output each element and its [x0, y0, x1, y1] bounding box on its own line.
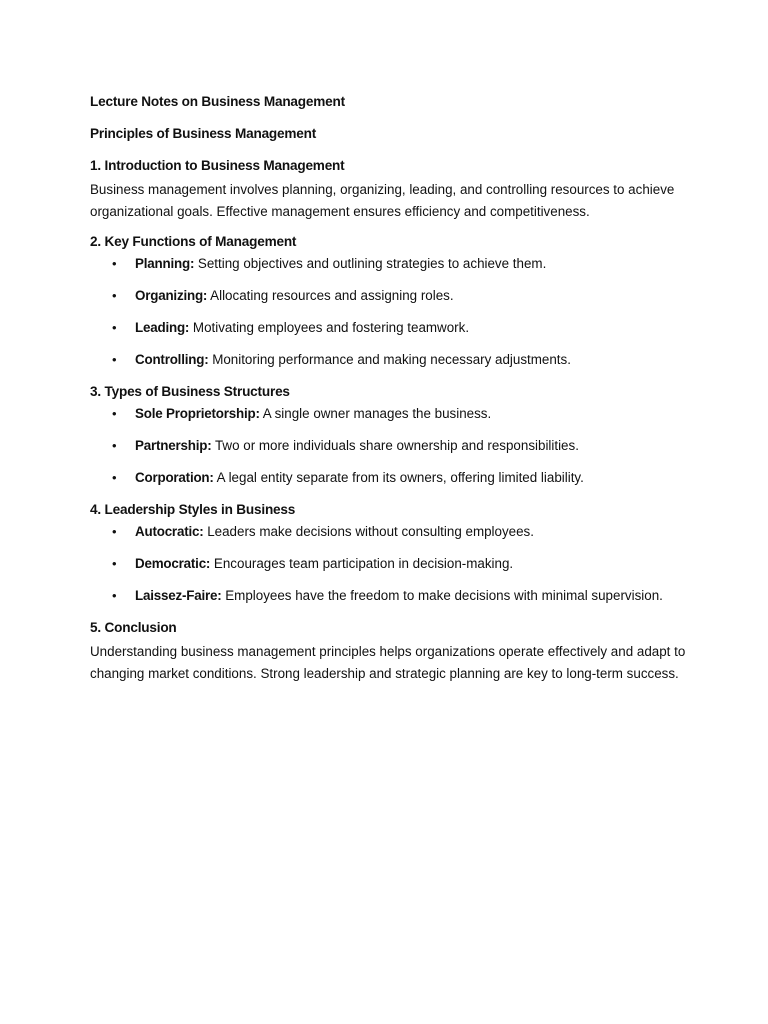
list-item — [90, 587, 690, 605]
section-conclusion — [90, 619, 690, 685]
list-item-text: Encourages team participation in decision-making. — [210, 556, 514, 571]
bullet-icon: • — [112, 438, 117, 453]
list-item — [90, 351, 690, 369]
section-leadership-styles — [90, 501, 690, 605]
section-heading: 4. Leadership Styles in Business — [90, 502, 296, 517]
list-item-term: Controlling: — [135, 352, 209, 367]
list-item-text: Two or more individuals share ownership and responsibilities. — [211, 438, 579, 453]
list-item — [90, 469, 690, 487]
section-paragraph: Understanding business management principles helps organizations operate effectively and adapt to changing market conditions. Strong leadership and strategic planning are key to long-term success. — [90, 644, 686, 681]
list-item — [90, 287, 690, 305]
list-item — [90, 255, 690, 273]
section-key-functions — [90, 233, 690, 369]
list-item-term: Corporation: — [135, 470, 214, 485]
list-item-term: Sole Proprietorship: — [135, 406, 260, 421]
list-item-text: Leaders make decisions without consulting employees. — [203, 524, 534, 539]
list-item-term: Laissez-Faire: — [135, 588, 222, 603]
list-item-text: Employees have the freedom to make decisions with minimal supervision. — [221, 588, 663, 603]
section-heading: 3. Types of Business Structures — [90, 384, 290, 399]
section-heading: 2. Key Functions of Management — [90, 234, 297, 249]
list-item-term: Organizing: — [135, 288, 208, 303]
section-heading: 5. Conclusion — [90, 620, 177, 635]
list-item-term: Planning: — [135, 256, 195, 271]
section-heading: 1. Introduction to Business Management — [90, 158, 345, 173]
bullet-icon: • — [112, 256, 117, 271]
list-item — [90, 437, 690, 455]
document-title: Lecture Notes on Business Management — [90, 94, 345, 109]
list-item-term: Autocratic: — [135, 524, 204, 539]
section-introduction — [90, 157, 690, 223]
section-business-structures — [90, 383, 690, 487]
bullet-icon: • — [112, 588, 117, 603]
bullet-icon: • — [112, 556, 117, 571]
list-item-term: Leading: — [135, 320, 190, 335]
bullet-icon: • — [112, 406, 117, 421]
list-item-text: A legal entity separate from its owners, offering limited liability. — [213, 470, 584, 485]
document-body — [90, 93, 690, 695]
bullet-icon: • — [112, 320, 117, 335]
list-item-term: Partnership: — [135, 438, 212, 453]
bullet-list — [90, 523, 690, 605]
list-item — [90, 405, 690, 423]
bullet-icon: • — [112, 470, 117, 485]
bullet-list — [90, 255, 690, 369]
list-item-text: Motivating employees and fostering teamwork. — [189, 320, 470, 335]
section-paragraph: Business management involves planning, organizing, leading, and controlling resources to achieve organizational goals. Effective management ensures efficiency and competitiveness. — [90, 182, 675, 219]
list-item-term: Democratic: — [135, 556, 211, 571]
bullet-icon: • — [112, 352, 117, 367]
list-item — [90, 555, 690, 573]
bullet-icon: • — [112, 524, 117, 539]
list-item-text: Setting objectives and outlining strategies to achieve them. — [194, 256, 547, 271]
list-item — [90, 523, 690, 541]
bullet-icon: • — [112, 288, 117, 303]
document-subtitle: Principles of Business Management — [90, 126, 317, 141]
list-item-text: A single owner manages the business. — [259, 406, 492, 421]
bullet-list — [90, 405, 690, 487]
list-item — [90, 319, 690, 337]
list-item-text: Monitoring performance and making necessary adjustments. — [208, 352, 571, 367]
list-item-text: Allocating resources and assigning roles. — [207, 288, 454, 303]
